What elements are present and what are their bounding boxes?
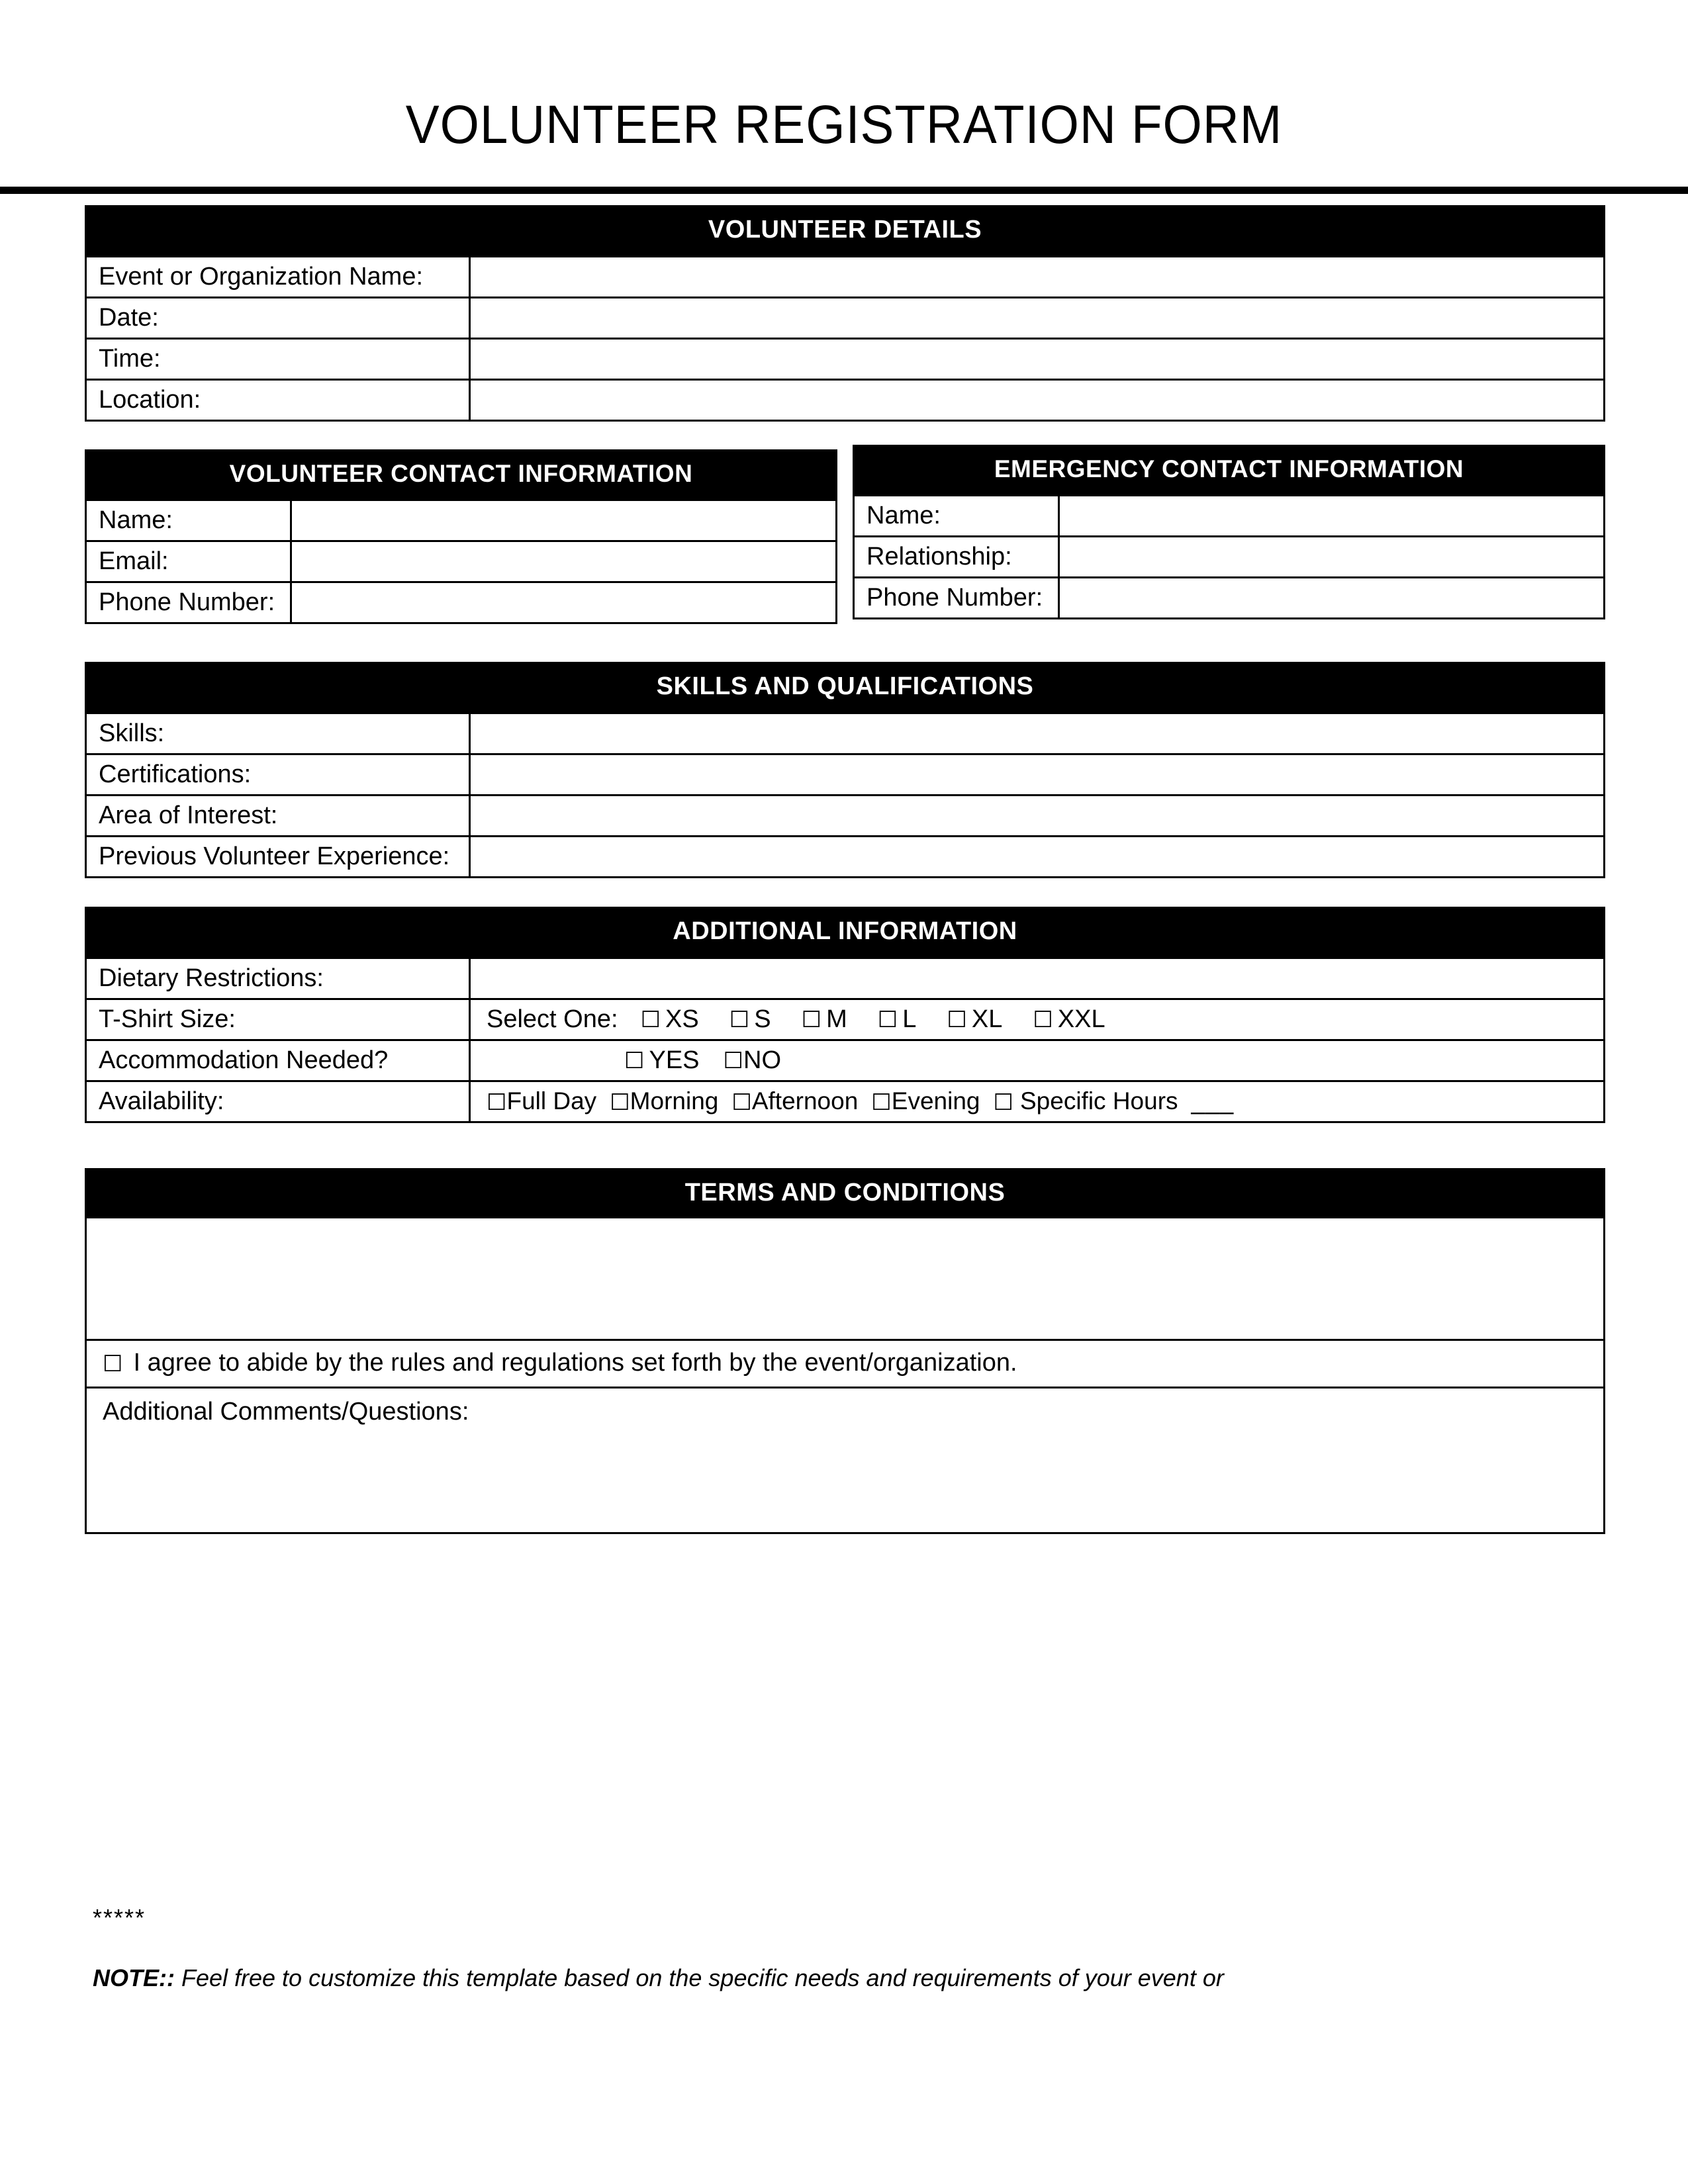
field-label-volunteer-email: Email: bbox=[86, 541, 291, 582]
field-input-certifications[interactable] bbox=[470, 754, 1605, 796]
table-row bbox=[86, 1040, 1605, 1081]
title-divider bbox=[0, 187, 1688, 194]
checkbox-option-morning[interactable] bbox=[610, 1088, 718, 1115]
table-row bbox=[86, 713, 1605, 754]
field-label-volunteer-phone: Phone Number: bbox=[86, 582, 291, 623]
table-row bbox=[86, 796, 1605, 837]
specific-hours-blank[interactable]: ___ bbox=[1191, 1087, 1235, 1115]
table-row bbox=[86, 754, 1605, 796]
table-row bbox=[854, 578, 1605, 619]
field-label-skills: Skills: bbox=[86, 713, 470, 754]
select-one-label: Select One: bbox=[487, 1005, 618, 1033]
checkbox-label: XL bbox=[971, 1005, 1003, 1033]
separator-asterisks: ***** bbox=[93, 1904, 146, 1931]
checkbox-label: Afternoon bbox=[751, 1087, 859, 1115]
table-row bbox=[86, 380, 1605, 421]
checkbox-option-m[interactable] bbox=[802, 1006, 847, 1034]
field-label-area-of-interest: Area of Interest: bbox=[86, 796, 470, 837]
emergency-contact-block bbox=[853, 445, 1605, 619]
checkbox-icon: ☐ bbox=[731, 1089, 752, 1116]
checkbox-option-yes[interactable] bbox=[624, 1047, 700, 1075]
checkbox-label: S bbox=[754, 1005, 771, 1033]
footer-note bbox=[93, 1906, 1589, 1993]
checkbox-icon: ☐ bbox=[723, 1048, 744, 1075]
table-row bbox=[86, 1081, 1605, 1122]
table-row bbox=[86, 999, 1605, 1040]
field-label-location: Location: bbox=[86, 380, 470, 421]
table-row bbox=[86, 837, 1605, 878]
note-body: Feel free to customize this template based on the specific needs and requirements of your event or bbox=[174, 1964, 1224, 1991]
note-label: NOTE:: bbox=[93, 1964, 175, 1991]
form-header bbox=[0, 0, 1688, 155]
checkbox-icon: ☐ bbox=[624, 1048, 645, 1075]
field-input-skills[interactable] bbox=[470, 713, 1605, 754]
emergency-contact-table bbox=[853, 494, 1605, 619]
field-label-emergency-name: Name: bbox=[854, 496, 1059, 537]
table-row bbox=[854, 496, 1605, 537]
field-label-time: Time: bbox=[86, 339, 470, 380]
checkbox-icon: ☐ bbox=[640, 1007, 661, 1034]
field-input-emergency-relationship[interactable] bbox=[1059, 537, 1605, 578]
section-contact-information bbox=[85, 445, 1605, 624]
checkbox-option-xs[interactable] bbox=[641, 1006, 699, 1034]
table-row bbox=[86, 958, 1605, 999]
checkbox-icon: ☐ bbox=[801, 1007, 822, 1034]
section-heading-skills: SKILLS AND QUALIFICATIONS bbox=[85, 662, 1605, 712]
section-heading-terms: TERMS AND CONDITIONS bbox=[85, 1168, 1605, 1218]
field-label-emergency-relationship: Relationship: bbox=[854, 537, 1059, 578]
section-heading-emergency-contact: EMERGENCY CONTACT INFORMATION bbox=[853, 445, 1605, 494]
checkbox-option-xl[interactable] bbox=[947, 1006, 1002, 1034]
checkbox-option-afternoon[interactable] bbox=[731, 1088, 858, 1115]
field-input-location[interactable] bbox=[470, 380, 1605, 421]
field-input-time[interactable] bbox=[470, 339, 1605, 380]
checkbox-option-l[interactable] bbox=[878, 1006, 917, 1034]
table-row bbox=[86, 582, 837, 623]
checkbox-label: M bbox=[826, 1005, 847, 1033]
section-skills-qualifications bbox=[85, 662, 1605, 878]
section-additional-information bbox=[85, 907, 1605, 1123]
checkbox-icon: ☐ bbox=[729, 1007, 750, 1034]
field-input-emergency-name[interactable] bbox=[1059, 496, 1605, 537]
checkbox-label: YES bbox=[649, 1046, 700, 1074]
field-input-dietary-restrictions[interactable] bbox=[470, 958, 1605, 999]
field-label-dietary-restrictions: Dietary Restrictions: bbox=[86, 958, 470, 999]
availability-options bbox=[470, 1081, 1605, 1122]
checkbox-label: Full Day bbox=[506, 1087, 597, 1115]
section-volunteer-details bbox=[85, 205, 1605, 422]
checkbox-option-no[interactable] bbox=[724, 1047, 781, 1075]
section-heading-volunteer-contact: VOLUNTEER CONTACT INFORMATION bbox=[85, 449, 837, 499]
field-input-previous-experience[interactable] bbox=[470, 837, 1605, 878]
checkbox-option-s[interactable] bbox=[729, 1006, 771, 1034]
field-label-volunteer-name: Name: bbox=[86, 500, 291, 541]
note-text bbox=[93, 1963, 1589, 1993]
field-label-emergency-phone: Phone Number: bbox=[854, 578, 1059, 619]
field-input-volunteer-email[interactable] bbox=[291, 541, 837, 582]
checkbox-option-xxl[interactable] bbox=[1033, 1006, 1105, 1034]
volunteer-contact-block bbox=[85, 449, 837, 624]
checkbox-icon: ☐ bbox=[947, 1007, 967, 1034]
field-input-date[interactable] bbox=[470, 298, 1605, 339]
checkbox-icon: ☐ bbox=[877, 1007, 898, 1034]
checkbox-icon: ☐ bbox=[1033, 1007, 1053, 1034]
additional-information-table bbox=[85, 957, 1605, 1123]
checkbox-label: L bbox=[902, 1005, 917, 1033]
page-title: VOLUNTEER REGISTRATION FORM bbox=[405, 95, 1283, 155]
checkbox-option-specific-hours[interactable] bbox=[994, 1088, 1178, 1115]
checkbox-label: Morning bbox=[630, 1087, 719, 1115]
checkbox-label: XXL bbox=[1057, 1005, 1105, 1033]
field-input-volunteer-phone[interactable] bbox=[291, 582, 837, 623]
checkbox-option-full-day[interactable] bbox=[487, 1088, 596, 1115]
agreement-row[interactable] bbox=[85, 1341, 1605, 1388]
additional-comments-area[interactable] bbox=[85, 1388, 1605, 1534]
checkbox-icon: ☐ bbox=[610, 1089, 630, 1116]
field-input-volunteer-name[interactable] bbox=[291, 500, 837, 541]
volunteer-contact-table bbox=[85, 499, 837, 624]
field-label-availability: Availability: bbox=[86, 1081, 470, 1122]
field-input-area-of-interest[interactable] bbox=[470, 796, 1605, 837]
section-heading-volunteer-details: VOLUNTEER DETAILS bbox=[85, 205, 1605, 255]
volunteer-details-table bbox=[85, 255, 1605, 422]
table-row bbox=[86, 298, 1605, 339]
agreement-label: I agree to abide by the rules and regulations set forth by the event/organization. bbox=[133, 1349, 1017, 1377]
table-row bbox=[86, 500, 837, 541]
checkbox-icon: ☐ bbox=[103, 1350, 123, 1377]
accommodation-options bbox=[470, 1040, 1605, 1081]
field-label-certifications: Certifications: bbox=[86, 754, 470, 796]
checkbox-icon: ☐ bbox=[487, 1089, 507, 1116]
checkbox-icon: ☐ bbox=[871, 1089, 892, 1116]
field-label-date: Date: bbox=[86, 298, 470, 339]
field-label-accommodation: Accommodation Needed? bbox=[86, 1040, 470, 1081]
checkbox-option-evening[interactable] bbox=[871, 1088, 980, 1115]
checkbox-label: Evening bbox=[891, 1087, 980, 1115]
checkbox-label: Specific Hours bbox=[1019, 1087, 1178, 1115]
field-label-event-name: Event or Organization Name: bbox=[86, 257, 470, 298]
field-input-event-name[interactable] bbox=[470, 257, 1605, 298]
additional-comments-label: Additional Comments/Questions: bbox=[103, 1398, 469, 1426]
table-row bbox=[86, 339, 1605, 380]
field-label-tshirt-size: T-Shirt Size: bbox=[86, 999, 470, 1040]
table-row bbox=[86, 257, 1605, 298]
field-label-previous-experience: Previous Volunteer Experience: bbox=[86, 837, 470, 878]
tshirt-size-options bbox=[470, 999, 1605, 1040]
table-row bbox=[86, 541, 837, 582]
checkbox-label: XS bbox=[665, 1005, 699, 1033]
checkbox-icon: ☐ bbox=[993, 1089, 1013, 1116]
checkbox-label: NO bbox=[743, 1046, 782, 1074]
skills-table bbox=[85, 712, 1605, 878]
table-row bbox=[854, 537, 1605, 578]
terms-text-area[interactable] bbox=[85, 1218, 1605, 1341]
section-terms-conditions bbox=[85, 1168, 1605, 1534]
section-heading-additional: ADDITIONAL INFORMATION bbox=[85, 907, 1605, 957]
field-input-emergency-phone[interactable] bbox=[1059, 578, 1605, 619]
